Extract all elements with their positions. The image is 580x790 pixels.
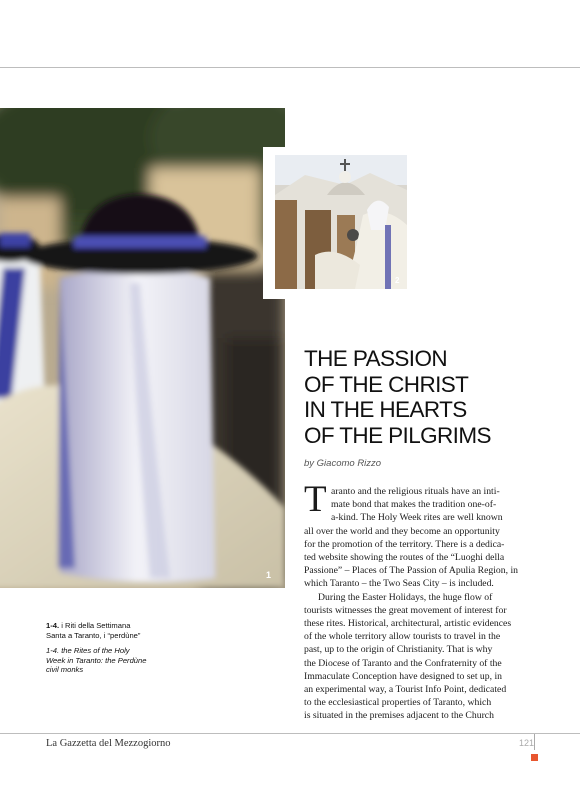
body-line: an experimental way, a Tourist Info Point, dedicated [304, 684, 507, 696]
title-line: IN THE HEARTS [304, 397, 467, 422]
caption-english-line: 1-4. the Rites of the Holy [46, 646, 130, 655]
body-line: for the promotion of the territory. There is a dedica- [304, 538, 505, 550]
caption-italian [46, 621, 246, 640]
caption-english-line: civil monks [46, 665, 84, 674]
article-byline: by Giacomo Rizzo [304, 458, 382, 469]
body-line: aranto and the religious rituals have an inti- [331, 486, 500, 497]
body-line: these rites. Historical, architectural, artistic evidences [304, 618, 512, 630]
accent-square [531, 754, 538, 761]
article-body [304, 485, 536, 723]
drop-cap: T [304, 479, 327, 520]
figure-number-1: 1 [266, 570, 272, 580]
main-photo-procession [0, 108, 285, 588]
body-line: is situated in the premises adjacent to the Church [304, 710, 494, 722]
caption-english [46, 646, 246, 675]
body-line: past, up to the origin of Christianity. That is why [304, 644, 493, 656]
figure-caption [46, 621, 246, 675]
top-rule [0, 67, 580, 68]
body-line: Passione” – Places of The Passion of Apulia Region, in [304, 565, 518, 577]
body-line: During the Easter Holidays, the huge flow of [318, 591, 493, 603]
title-line: OF THE CHRIST [304, 371, 469, 397]
body-line: a-kind. The Holy Week rites are well known [331, 512, 503, 524]
body-line: ted website showing the routes of the “Luoghi della [304, 552, 505, 564]
body-line: to the ecclesiastical properties of Taranto, which [304, 697, 492, 709]
body-line: the Diocese of Taranto and the Confraternity of the [304, 657, 502, 669]
body-line: tourists witnesses the great movement of interest for [304, 604, 507, 616]
publication-name: La Gazzetta del Mezzogiorno [46, 738, 171, 749]
caption-italian-number: 1-4. [46, 621, 60, 630]
caption-english-line: Week in Taranto: the Perdùne [46, 655, 147, 665]
inset-photo-church [275, 155, 407, 289]
body-line: mate bond that makes the tradition one-of- [331, 499, 497, 511]
bottom-rule [0, 733, 580, 734]
title-line: THE PASSION [304, 346, 448, 371]
title-line: OF THE PILGRIMS [304, 422, 491, 448]
body-line: Immaculate Conception have designed to set up, in [304, 670, 503, 682]
caption-italian-text: i Riti della Settimana [59, 621, 131, 630]
caption-italian-text-2: Santa a Taranto, i “perdùne” [46, 630, 141, 640]
page-tick-divider [534, 734, 535, 750]
body-line: all over the world and they become an opportunity [304, 525, 500, 537]
page-number: 121 [519, 738, 535, 748]
body-line: of the whole territory allow tourists to travel in the [304, 631, 501, 643]
article-title [304, 346, 564, 448]
body-line: which Taranto – the Two Seas City – is included. [304, 578, 494, 590]
figure-number-2: 2 [395, 276, 400, 285]
